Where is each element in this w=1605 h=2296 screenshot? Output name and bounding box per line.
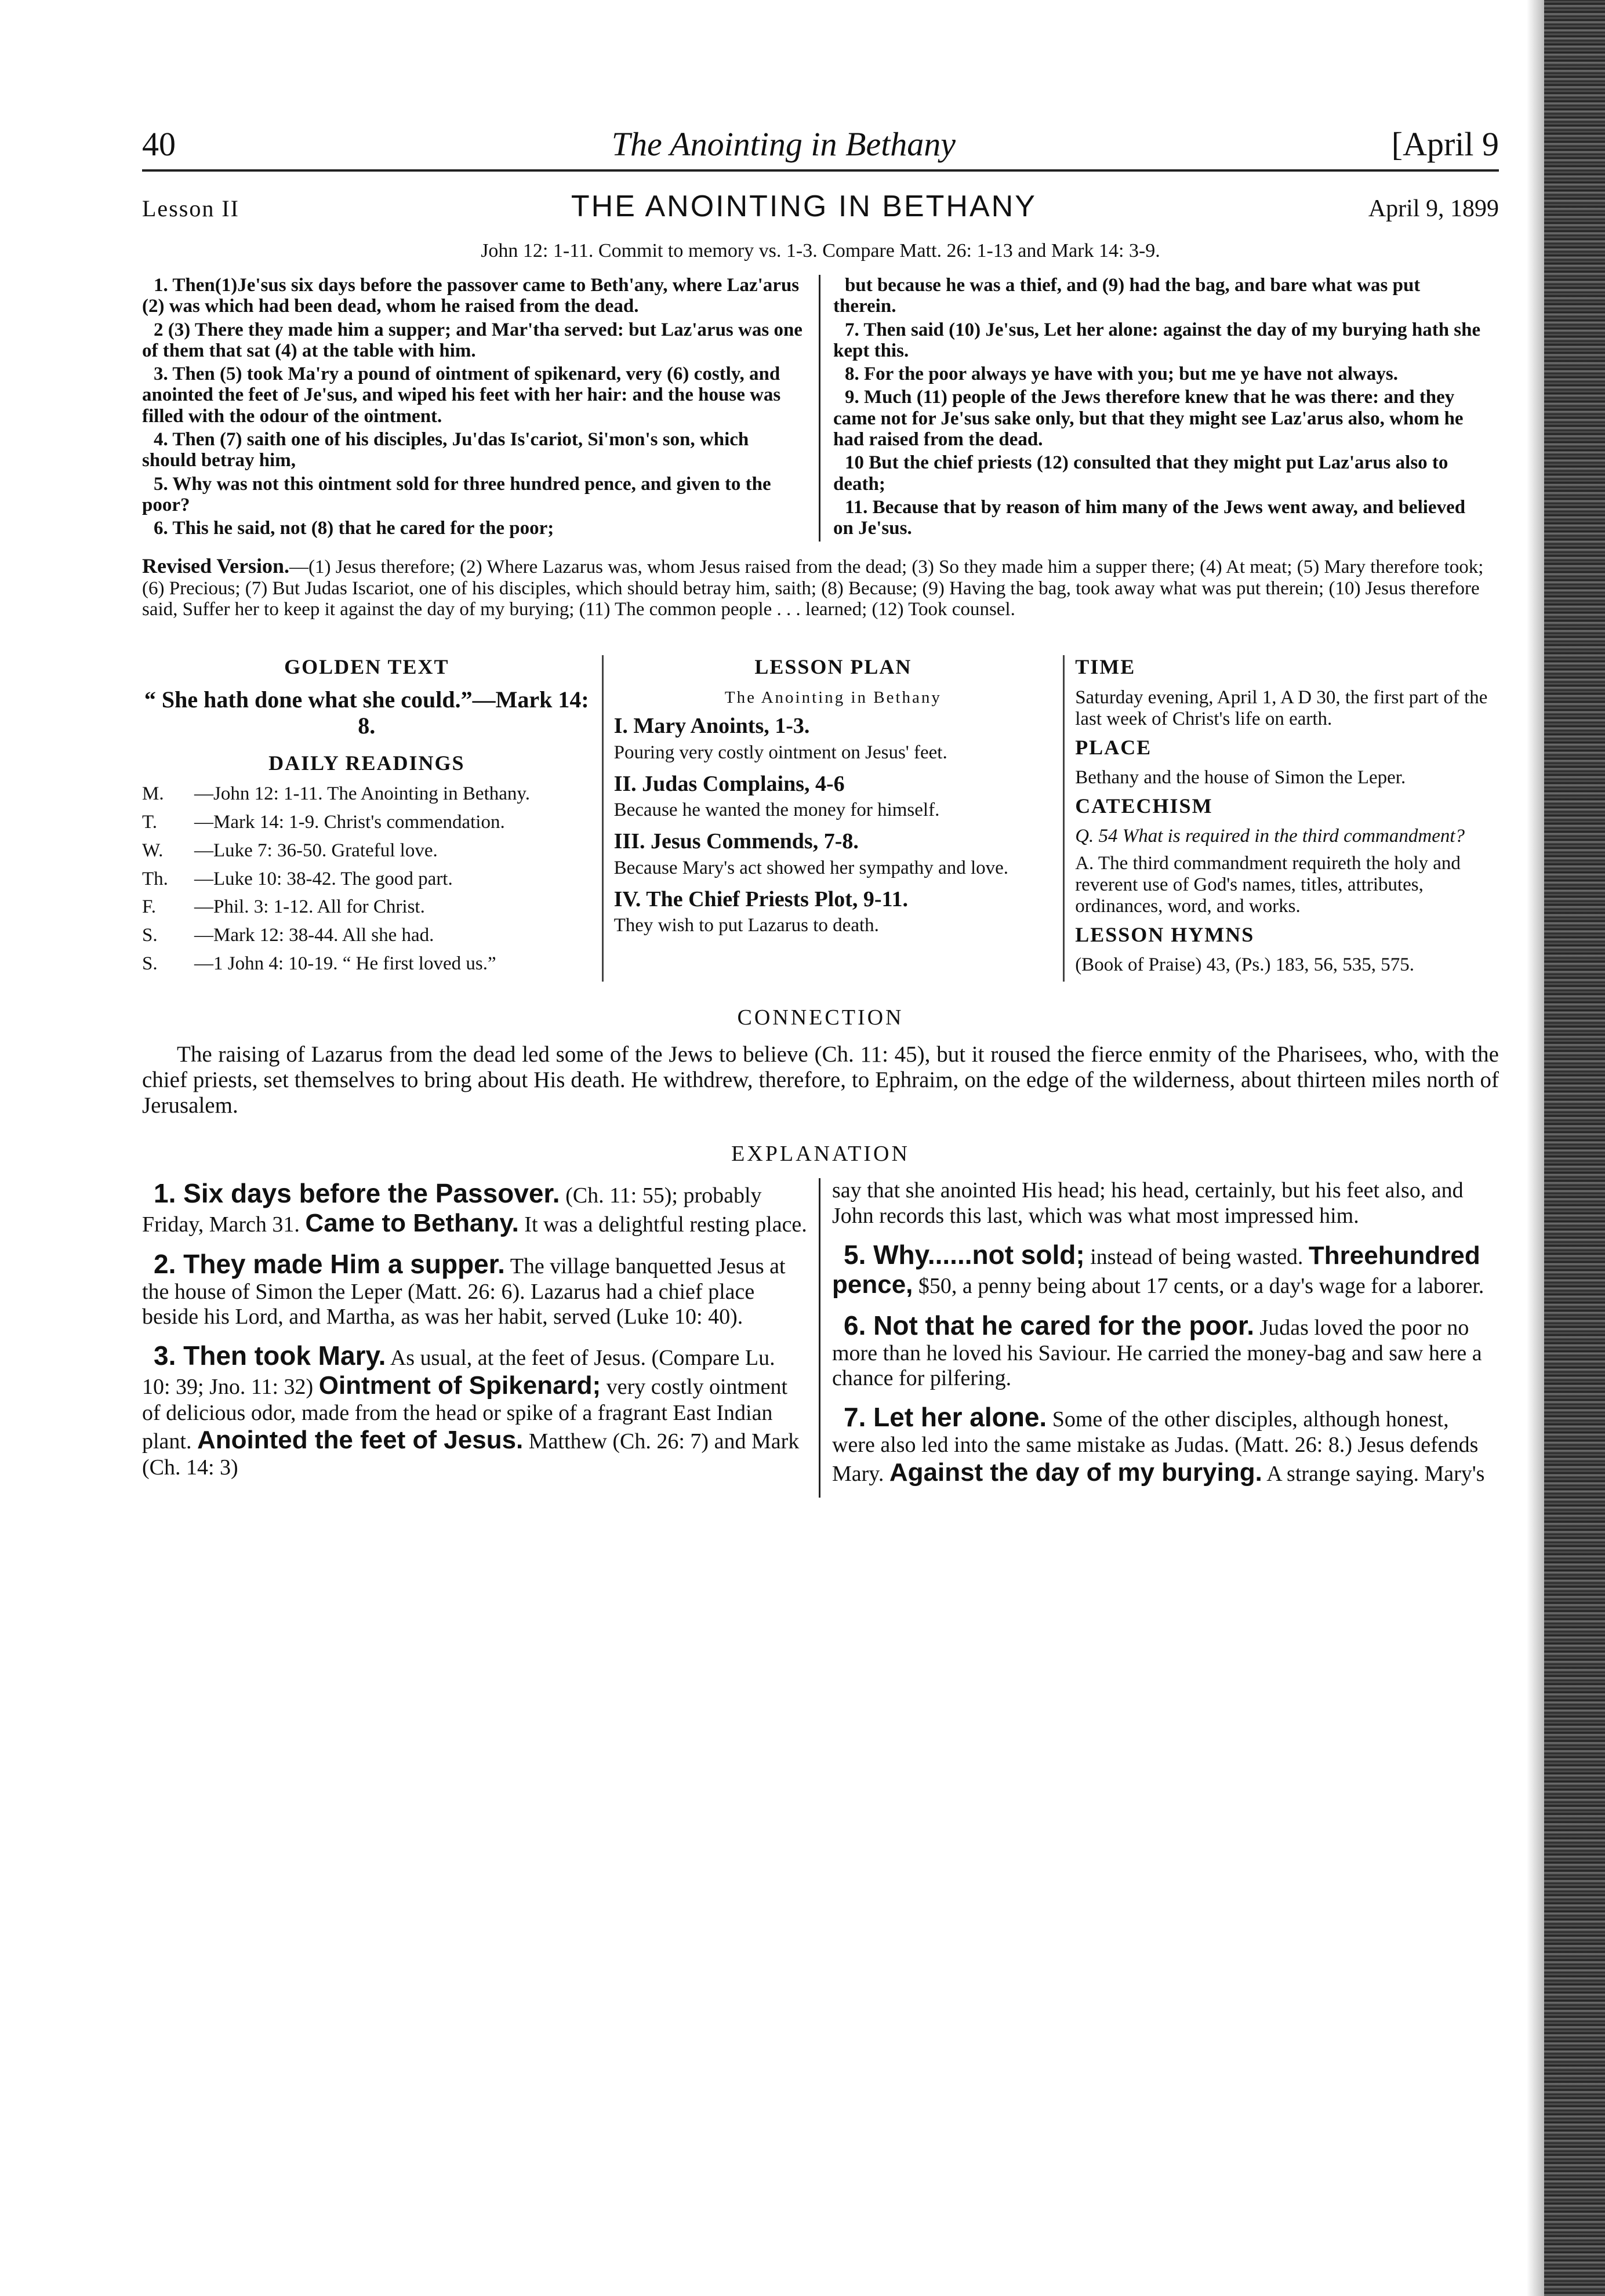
explanation-head: 2. They made Him a supper. bbox=[154, 1248, 505, 1279]
explanation-paragraph bbox=[832, 1310, 1487, 1392]
verse: 10 But the chief priests (12) consulted that they might put Laz'arus also to death; bbox=[833, 452, 1448, 495]
plan-part-heading: III. Jesus Commends, 7-8. bbox=[613, 829, 859, 854]
scripture-right-column bbox=[820, 275, 1499, 542]
header-rule bbox=[142, 169, 1499, 172]
explanation-text: Some of the other disciples, although honest, were also led into the same mistake as Judas. (Matt. 26: 8.) Jesus defends Mary. bbox=[832, 1407, 1479, 1486]
reading-text: —Luke 10: 38-42. The good part. bbox=[194, 868, 453, 889]
plan-part-description: They wish to put Lazarus to death. bbox=[613, 915, 879, 936]
running-date: [April 9 bbox=[1391, 125, 1499, 163]
explanation-text: Matthew (Ch. 26: 7) and Mark (Ch. 14: 3) bbox=[142, 1429, 800, 1480]
connection-section bbox=[142, 1042, 1499, 1118]
catechism-question: Q. 54 What is required in the third commandment? bbox=[1075, 826, 1465, 847]
plan-part-description: Because Mary's act showed her sympathy and love. bbox=[613, 857, 1009, 878]
verse: 7. Then said (10) Je'sus, Let her alone: against the day of my burying hath she kept this. bbox=[833, 319, 1481, 361]
reading-day: Th. bbox=[142, 868, 168, 889]
daily-reading bbox=[142, 925, 591, 946]
explanation-head: 6. Not that he cared for the poor. bbox=[844, 1310, 1254, 1340]
plan-part-heading: IV. The Chief Priests Plot, 9-11. bbox=[613, 887, 908, 911]
scripture-reference: John 12: 1-11. Commit to memory vs. 1-3. Compare Matt. 26: 1-13 and Mark 14: 3-9. bbox=[481, 240, 1160, 261]
lesson-plan-title: The Anointing in Bethany bbox=[724, 688, 942, 707]
page-number: 40 bbox=[142, 125, 176, 163]
daily-reading bbox=[142, 953, 591, 975]
explanation-subhead: Against the day of my burying. bbox=[889, 1458, 1262, 1487]
explanation-text: It was a delightful resting place. bbox=[518, 1212, 807, 1237]
daily-reading bbox=[142, 869, 591, 890]
lesson-plan-heading: LESSON PLAN bbox=[754, 655, 912, 679]
page-shadow bbox=[1527, 0, 1544, 2296]
verse: 11. Because that by reason of him many of the Jews went away, and believed on Je'sus. bbox=[833, 496, 1466, 539]
revised-version-label: Revised Version. bbox=[142, 554, 290, 577]
daily-reading bbox=[142, 783, 591, 805]
explanation-text: $50, a penny being about 17 cents, or a day's wage for a laborer. bbox=[913, 1274, 1484, 1299]
explanation-text: A strange saying. Mary's bbox=[1262, 1461, 1485, 1486]
plan-part-heading: II. Judas Complains, 4-6 bbox=[613, 771, 845, 796]
reading-day: T. bbox=[142, 811, 157, 833]
reading-text: —Mark 12: 38-44. All she had. bbox=[194, 925, 434, 946]
explanation-subhead: Ointment of Spikenard; bbox=[318, 1371, 601, 1400]
verse: but because he was a thief, and (9) had the bag, and bare what was put therein. bbox=[833, 275, 1421, 317]
place-heading: PLACE bbox=[1075, 735, 1152, 759]
lesson-plan-column bbox=[604, 655, 1065, 982]
explanation-heading: EXPLANATION bbox=[731, 1142, 910, 1167]
lesson-title: THE ANOINTING IN BETHANY bbox=[571, 190, 1037, 223]
catechism-heading: CATECHISM bbox=[1075, 794, 1213, 818]
document-page bbox=[142, 125, 1499, 1498]
explanation-text: The village banquetted Jesus at the house of Simon the Leper (Matt. 26: 6). Lazarus had a chief place beside his Lord, and Martha, as was her habit, served (Luke 10: 40). bbox=[142, 1254, 786, 1329]
daily-reading bbox=[142, 896, 591, 918]
lesson-hymns-heading: LESSON HYMNS bbox=[1075, 923, 1255, 947]
explanation-paragraph bbox=[142, 1178, 807, 1238]
reading-text: —Mark 14: 1-9. Christ's commendation. bbox=[194, 811, 505, 833]
verse: 5. Why was not this ointment sold for three hundred pence, and given to the poor? bbox=[142, 473, 771, 515]
explanation-subhead: Came to Bethany. bbox=[305, 1209, 519, 1238]
revised-version-text: —(1) Jesus therefore; (2) Where Lazarus was, whom Jesus raised from the dead; (3) So they made him a supper there; (4) At meat; (5) Mary therefore took; (6) Precious; (7) But Judas Iscariot, one of his disciples, which should betray him, saith; (8) Because; (9) Having the bag, took away what was put therein; (10) Jesus therefore said, Suffer her to keep it against the day of my burying; (11) The common people . . . learned; (12) Took counsel. bbox=[142, 556, 1484, 620]
explanation-section bbox=[142, 1178, 1499, 1498]
explanation-text: As usual, at the feet of Jesus. (Compare Lu. 10: 39; Jno. 11: 32) bbox=[142, 1346, 775, 1399]
explanation-text: very costly ointment of delicious odor, made from the head or spike of a fragrant East Indian plant. bbox=[142, 1374, 788, 1454]
golden-text-column bbox=[142, 655, 604, 982]
time-heading: TIME bbox=[1075, 655, 1136, 679]
verse: 1. Then(1)Je'sus six days before the passover came to Beth'any, where Laz'arus (2) was which had been dead, whom he raised from the dead. bbox=[142, 275, 800, 317]
running-title: The Anointing in Bethany bbox=[611, 125, 956, 163]
golden-text-heading: GOLDEN TEXT bbox=[284, 655, 449, 679]
daily-reading bbox=[142, 812, 591, 833]
verse: 2 (3) There they made him a supper; and Mar'tha served: but Laz'arus was one of them that sat (4) at the table with him. bbox=[142, 319, 803, 361]
lesson-info-columns bbox=[142, 655, 1499, 982]
scanned-page-edge bbox=[1544, 0, 1605, 2296]
explanation-text: instead of being wasted. bbox=[1084, 1244, 1309, 1269]
explanation-paragraph bbox=[142, 1340, 807, 1480]
reading-text: —John 12: 1-11. The Anointing in Bethany. bbox=[194, 783, 530, 804]
reading-day: M. bbox=[142, 783, 164, 804]
explanation-right-column bbox=[820, 1178, 1499, 1498]
daily-reading bbox=[142, 840, 591, 862]
reading-text: —Phil. 3: 1-12. All for Christ. bbox=[194, 896, 425, 918]
lesson-date: April 9, 1899 bbox=[1368, 195, 1499, 222]
verse: 9. Much (11) people of the Jews therefore knew that he was there: and they came not for Je'sus sake only, but that they might see Laz'arus also, whom he had raised from the dead. bbox=[833, 387, 1464, 451]
explanation-head: 1. Six days before the Passover. bbox=[154, 1178, 560, 1209]
explanation-text: Judas loved the poor no more than he loved his Saviour. He carried the money-bag and saw here a chance for pilfering. bbox=[832, 1315, 1482, 1391]
running-header bbox=[142, 125, 1499, 164]
verse: 6. This he said, not (8) that he cared for the poor; bbox=[154, 518, 554, 539]
explanation-paragraph bbox=[142, 1249, 807, 1330]
verse: 8. For the poor always ye have with you; but me ye have not always. bbox=[845, 364, 1398, 385]
explanation-subhead: Anointed the feet of Jesus. bbox=[197, 1426, 524, 1455]
plan-part-description: Because he wanted the money for himself. bbox=[613, 800, 940, 821]
place-text: Bethany and the house of Simon the Leper. bbox=[1075, 766, 1406, 788]
verse: 4. Then (7) saith one of his disciples, Ju'das Is'cariot, Si'mon's son, which should betray him, bbox=[142, 429, 749, 471]
explanation-head: 7. Let her alone. bbox=[844, 1402, 1047, 1433]
reading-text: —Luke 7: 36-50. Grateful love. bbox=[194, 840, 438, 861]
explanation-paragraph bbox=[832, 1240, 1487, 1300]
explanation-subhead: Threehundred pence, bbox=[832, 1241, 1480, 1299]
plan-part-heading: I. Mary Anoints, 1-3. bbox=[613, 714, 810, 739]
explanation-paragraph bbox=[832, 1402, 1487, 1487]
connection-text: The raising of Lazarus from the dead led some of the Jews to believe (Ch. 11: 45), but it roused the fierce enmity of the Pharisees, who, with the chief priests, set themselves to bring about His death. He withdrew, therefore, to Ephraim, on the edge of the wilderness, about thirteen miles north of Jerusalem. bbox=[142, 1042, 1499, 1118]
golden-text: “ She hath done what she could.”—Mark 14: 8. bbox=[144, 686, 589, 739]
explanation-head: 3. Then took Mary. bbox=[154, 1340, 386, 1371]
reading-day: S. bbox=[142, 953, 158, 975]
reading-day: S. bbox=[142, 925, 158, 946]
lesson-bar bbox=[142, 189, 1499, 224]
explanation-paragraph: say that she anointed His head; his head, certainly, but his feet also, and John records this last, which was what most impressed him. bbox=[832, 1178, 1464, 1229]
explanation-head: 5. Why......not sold; bbox=[844, 1239, 1085, 1270]
catechism-answer: A. The third commandment requireth the holy and reverent use of God's names, titles, attributes, ordinances, word, and works. bbox=[1075, 853, 1461, 917]
lesson-hymns-text: (Book of Praise) 43, (Ps.) 183, 56, 535, 575. bbox=[1075, 954, 1414, 976]
time-place-column bbox=[1065, 655, 1499, 982]
connection-heading: CONNECTION bbox=[737, 1005, 904, 1030]
revised-version bbox=[142, 554, 1499, 621]
lesson-number: Lesson II bbox=[142, 195, 239, 221]
scripture-text bbox=[142, 275, 1499, 542]
explanation-text: (Ch. 11: 55); probably Friday, March 31. bbox=[142, 1183, 762, 1237]
time-text: Saturday evening, April 1, A D 30, the first part of the last week of Christ's life on earth. bbox=[1075, 686, 1488, 729]
verse: 3. Then (5) took Ma'ry a pound of ointment of spikenard, very (6) costly, and anointed the feet of Je'sus, and wiped his feet with her hair: and the house was filled with the odour of the ointment. bbox=[142, 364, 781, 427]
explanation-left-column bbox=[142, 1178, 820, 1498]
reading-day: F. bbox=[142, 896, 156, 918]
reading-text: —1 John 4: 10-19. “ He first loved us.” bbox=[194, 953, 496, 975]
reading-day: W. bbox=[142, 840, 164, 861]
plan-part-description: Pouring very costly ointment on Jesus' feet. bbox=[613, 742, 947, 763]
scripture-left-column bbox=[142, 275, 820, 542]
daily-readings-heading: DAILY READINGS bbox=[268, 751, 465, 775]
